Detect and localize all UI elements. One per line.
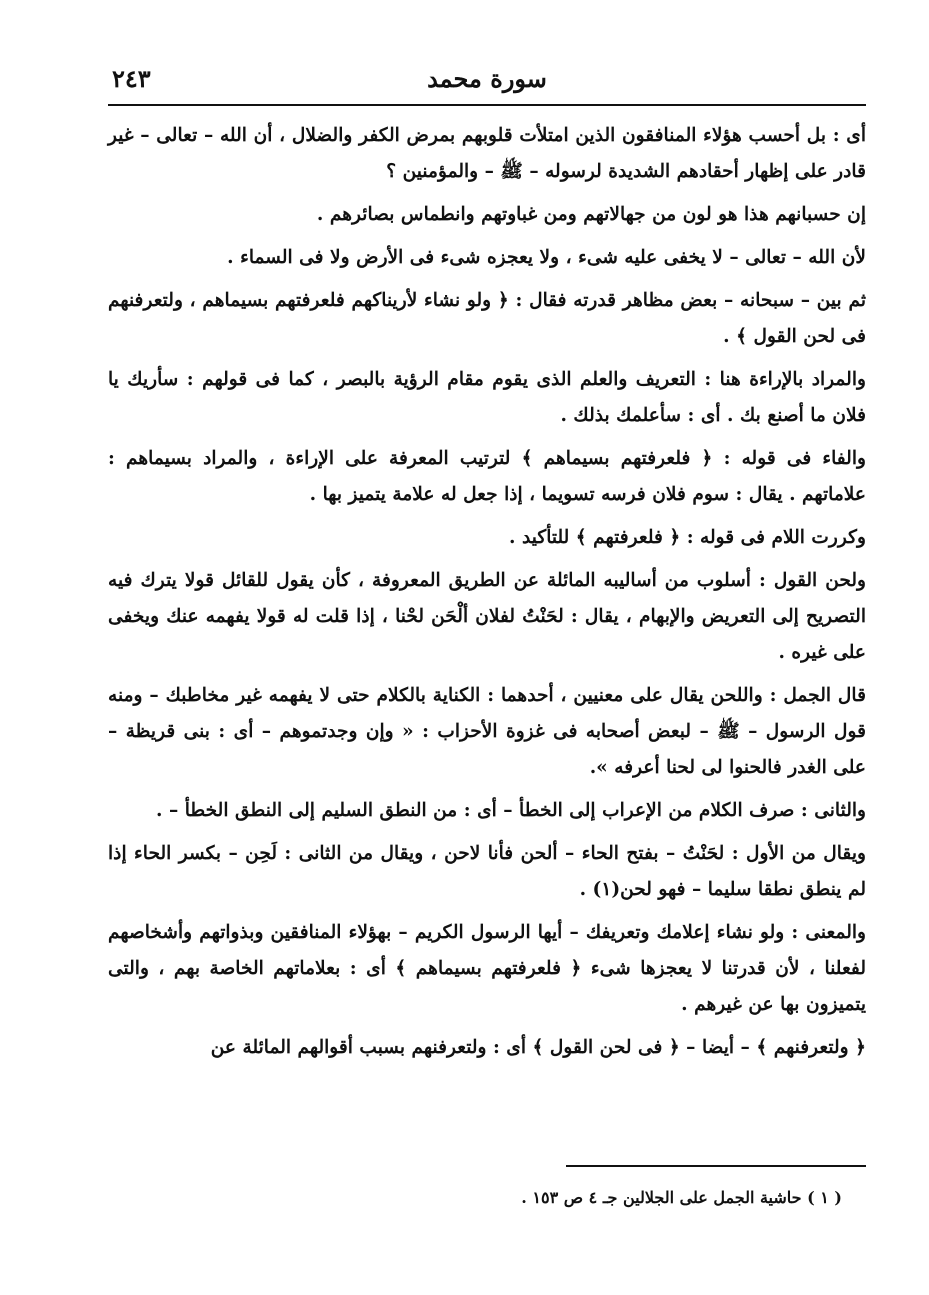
paragraph: لأن الله – تعالى – لا يخفى عليه شىء ، ولا يعجزه شىء فى الأرض ولا فى السماء . — [227, 247, 866, 268]
paragraph: أى : بل أحسب هؤلاء المنافقون الذين امتلأت قلوبهم بمرض الكفر والضلال ، أن الله – تعالى – غير قادر على إظهار أحقادهم الشديدة لرسوله – ﷺ – والمؤمنين ؟ — [108, 125, 866, 182]
paragraph: والفاء فى قوله : ﴿ فلعرفتهم بسيماهم ﴾ لترتيب المعرفة على الإراءة ، والمراد بسيماهم : علاماتهم . يقال : سوم فلان فرسه تسويما ، إذا جعل له علامة يتميز بها . — [108, 448, 866, 505]
footnote-rule — [566, 1165, 866, 1167]
paragraph: والثانى : صرف الكلام من الإعراب إلى الخطأ – أى : من النطق السليم إلى النطق الخطأ – . — [156, 800, 866, 821]
page-number: ٢٤٣ — [112, 64, 151, 93]
paragraph: قال الجمل : واللحن يقال على معنيين ، أحدهما : الكناية بالكلام حتى لا يفهمه غير مخاطبك – ومنه قول الرسول – ﷺ – لبعض أصحابه فى غزوة الأحزاب : « وإن وجدتموهم – أى : بنى قريظة – على الغدر فالحنوا لى لحنا أعرفه ». — [108, 685, 866, 778]
body-text — [108, 118, 866, 1073]
paragraph: ﴿ ولتعرفنهم ﴾ – أيضا – ﴿ فى لحن القول ﴾ أى : ولتعرفنهم بسبب أقوالهم المائلة عن — [210, 1037, 866, 1058]
paragraph: ثم بين – سبحانه – بعض مظاهر قدرته فقال : ﴿ ولو نشاء لأريناكهم فلعرفتهم بسيماهم ، ولتعرفنهم فى لحن القول ﴾ . — [108, 290, 866, 347]
paragraph: وكررت اللام فى قوله : ﴿ فلعرفتهم ﴾ للتأكيد . — [509, 527, 866, 548]
paragraph: والمعنى : ولو نشاء إعلامك وتعريفك – أيها الرسول الكريم – بهؤلاء المنافقين وبذواتهم وأشخاصهم لفعلنا ، لأن قدرتنا لا يعجزها شىء ﴿ فلعرفتهم بسيماهم ﴾ أى : بعلاماتهم الخاصة بهم ، والتى يتميزون بها عن غيرهم . — [108, 922, 866, 1015]
paragraph: والمراد بالإراءة هنا : التعريف والعلم الذى يقوم مقام الرؤية بالبصر ، كما فى قولهم : سأريك يا فلان ما أصنع بك . أى : سأعلمك بذلك . — [108, 369, 866, 426]
paragraph: ولحن القول : أسلوب من أساليبه المائلة عن الطريق المعروفة ، كأن يقول للقائل قولا يترك فيه التصريح إلى التعريض والإبهام ، يقال : لحَنْتُ لفلان ألْحَن لحْنا ، إذا قلت له قولا يفهمه عنك ويخفى على غيره . — [108, 570, 866, 663]
paragraph: إن حسبانهم هذا هو لون من جهالاتهم ومن غباوتهم وانطماس بصائرهم . — [316, 204, 866, 225]
paragraph: ويقال من الأول : لحَنْتُ – بفتح الحاء – ألحن فأنا لاحن ، ويقال من الثانى : لَحِن – بكسر الحاء إذا لم ينطق نطقا سليما – فهو لحن(١) . — [108, 843, 866, 900]
footnote: ( ١ ) حاشية الجمل على الجلالين جـ ٤ ص ١٥٣ . — [521, 1188, 842, 1207]
page-header — [108, 60, 866, 100]
running-title: سورة محمد — [427, 64, 547, 93]
book-page — [108, 60, 866, 1240]
header-rule — [108, 104, 866, 106]
